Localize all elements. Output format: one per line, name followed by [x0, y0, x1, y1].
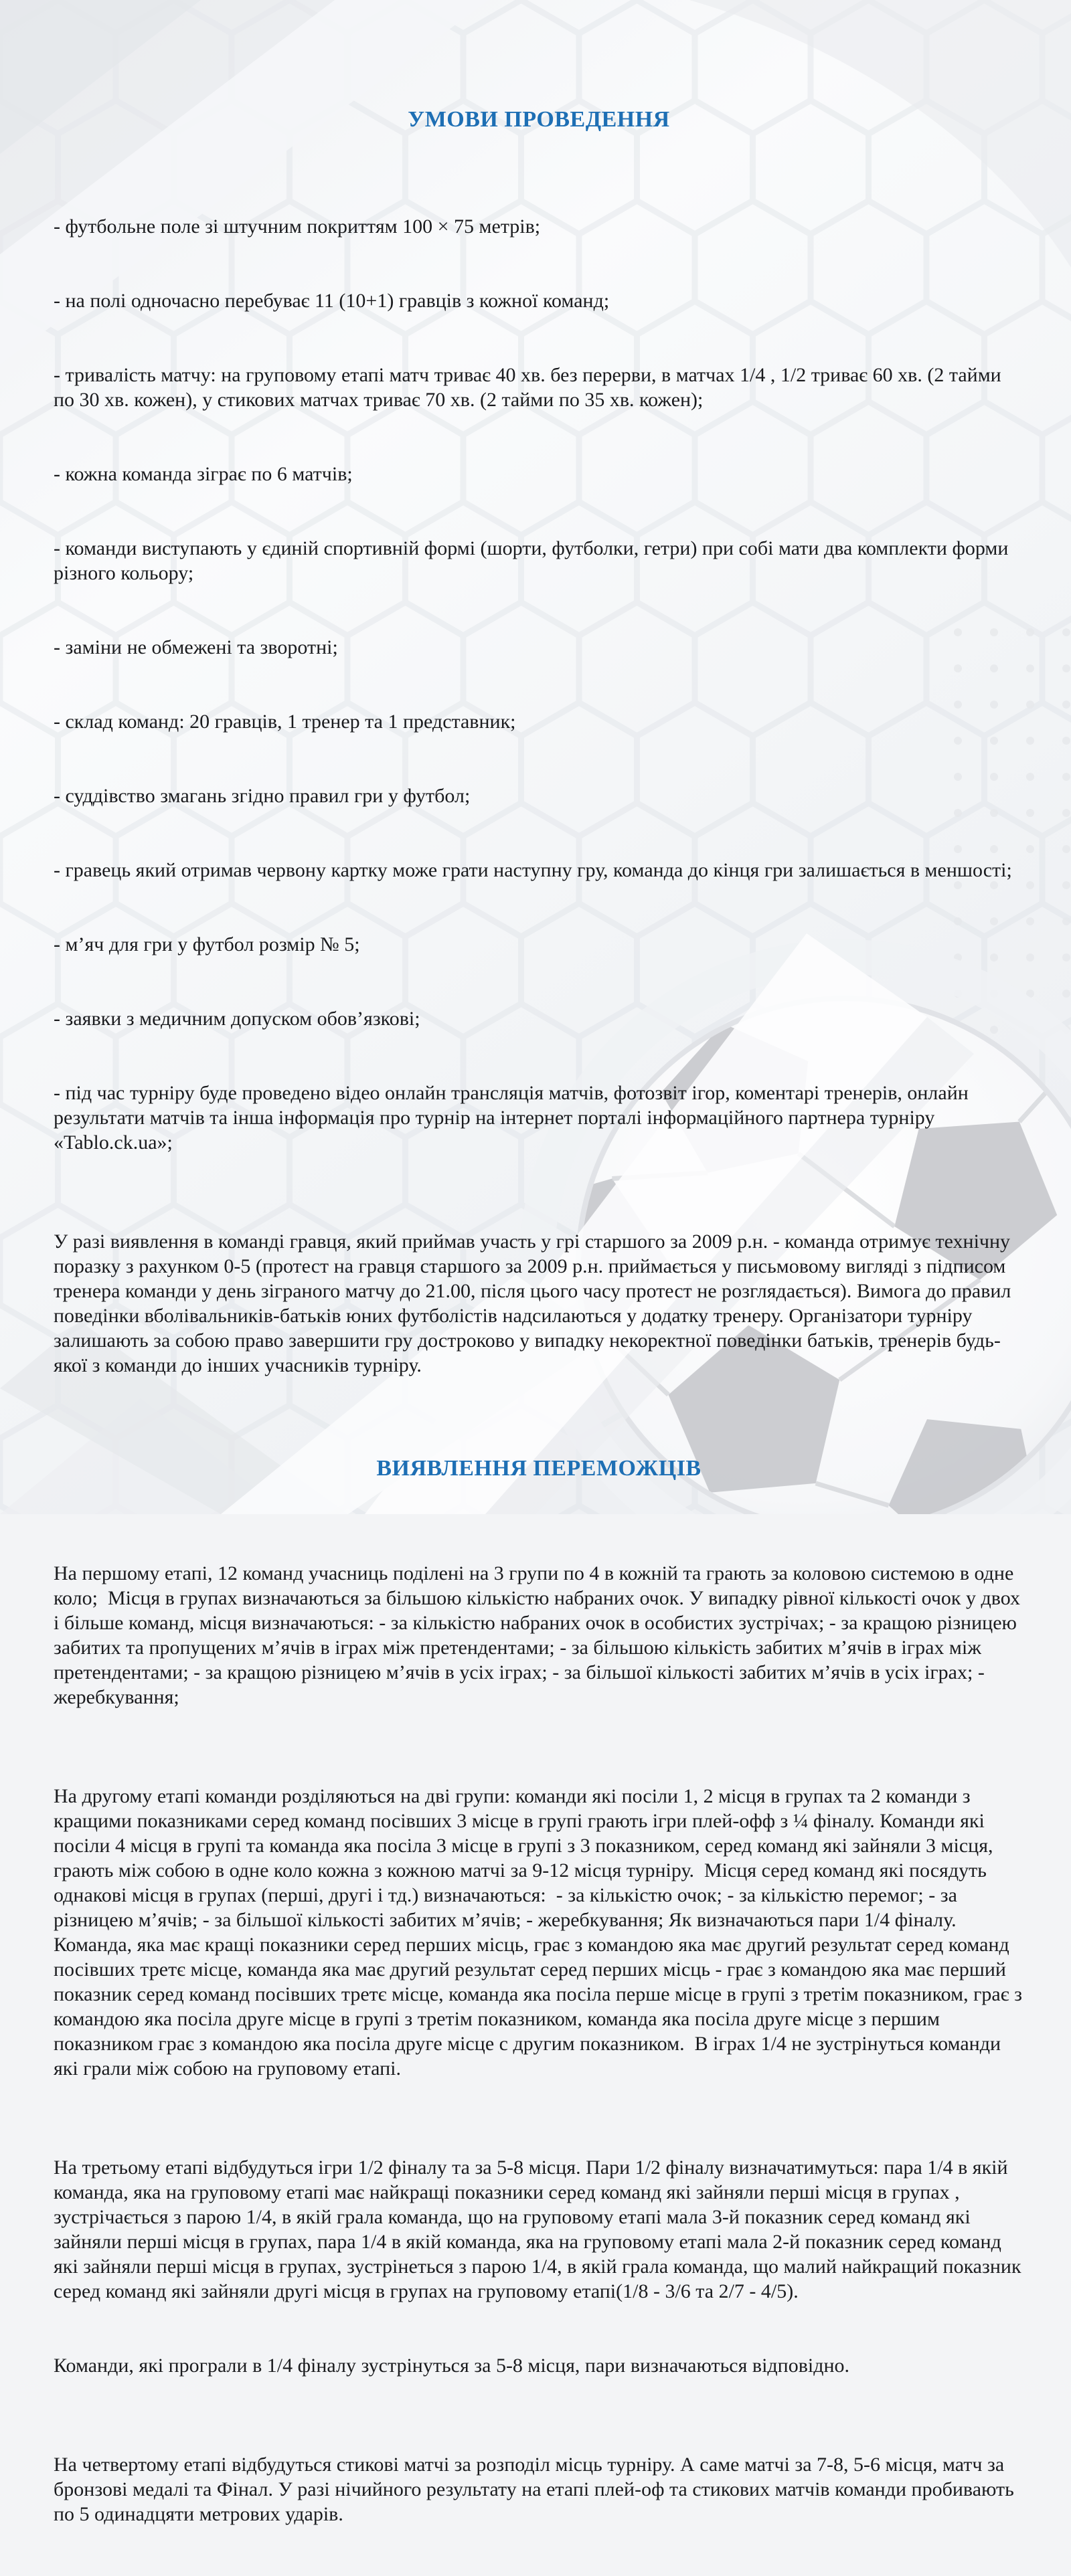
bullet-item: - тривалість матчу: на груповому етапі матч триває 40 хв. без перерви, в матчах 1/4 , 1/2 триває 60 хв. (2 тайми по 30 хв. кожен), у стикових матчах триває 70 хв. (2 тайми по 35 хв. кожен); — [54, 364, 1007, 411]
section-heading-winners: ВИЯВЛЕННЯ ПЕРЕМОЖЦІВ — [376, 1456, 702, 1481]
winners-paragraph-stage4: На четвертому етапі відбудуться стикові матчі за розподіл місць турніру. А саме матчі за 7-8, 5-6 місця, матч за бронзові медалі та Фінал. У разі нічийного результату на етапі плей-оф та стикових матчів команди пробивають по 5 одинадцяти метрових ударів. — [54, 2454, 1019, 2525]
winners-paragraph-stage2: На другому етапі команди розділяються на дві групи: команди які посіли 1, 2 місця в групах та 2 команди з кращими показниками серед команд посівших 3 місце в групі грають ігри плей-офф з ¼ фіналу. Команди які посіли 4 місця в групі та команда яка посіла 3 місце в групі з 3 показником, серед команд які зайняли 3 місця, грають між собою в одне коло кожна з кожною матчі за 9-12 місця турніру. Місця серед команд які посядуть однакові місця в групах (перші, другі і тд.) визначаються: - за кількістю очок; - за кількістю перемог; - за різницею м’ячів; - за більшої кількості забитих м’ячів; - жеребкування; Як визначаються пари 1/4 фіналу. Команда, яка має кращі показники серед перших місць, грає з командою яка має другий результат серед команд посівших третє місце, команда яка має другий результат серед перших місць - грає з командою яка має перший показник серед команд посівших третє місце, команда яка посіла перше місце в групі з третім показником, грає з командою яка посіла друге місце в групі з третім показником, команда яка посіла друге місце з першим показником грає з командою яка посіла друге місце с другим показником. В іграх 1/4 не зустрінуться команди які грали між собою на груповому етапі. — [54, 1785, 1027, 2080]
bullet-item: - команди виступають у єдиній спортивній формі (шорти, футболки, гетри) при собі мати два комплекти форми різного кольору; — [54, 537, 1013, 584]
bullet-item: - гравець який отримав червону картку може грати наступну гру, команда до кінця гри залишається в меншості; — [54, 859, 1012, 881]
winners-paragraph-stage3: На третьому етапі відбудуться ігри 1/2 фіналу та за 5-8 місця. Пари 1/2 фіналу визначатимуться: пара 1/4 в якій команда, яка на груповому етапі має найкращі показники серед команд які зайняли перші місця в групах , зустрічається з парою 1/4, в якій грала команда, що на груповому етапі мала 3-й показник серед команд які зайняли перші місця в групах, пара 1/4 в якій команда, яка на груповому етапі мала 2-й показник серед команд які зайняли перші місця в групах, зустрінеться з парою 1/4, в якій грала команда, що малий найкращий показник серед команд які зайняли другі місця в групах на груповому етапі(1/8 - 3/6 та 2/7 - 4/5). — [54, 2156, 1027, 2302]
bullet-item: - під час турніру буде проведено відео онлайн трансляція матчів, фотозвіт ігор, коментарі тренерів, онлайн результати матчів та інша інформація про турнір на інтернет порталі інформаційного партнера турніру «Tablo.ck.ua»; — [54, 1082, 974, 1154]
bullet-item: - заміни не обмежені та зворотні; — [54, 636, 338, 658]
winners-paragraph-stage1: На першому етапі, 12 команд учасниць поділені на 3 групи по 4 в кожній та грають за коловою системою в одне коло; Місця в групах визначаються за більшою кількістю набраних очок. У випадку рівної кількості очок у двох і більше команд, місця визначаються: - за кількістю набраних очок в особистих зустрічах; - за кращою різницею забитих та пропущених м’ячів в іграх між претендентами; - за більшою кількість забитих м’ячів в іграх між претендентами; - за кращою різницею м’ячів в усіх іграх; - за більшої кількості забитих м’ячів в усіх іграх; - жеребкування; — [54, 1562, 1025, 1708]
bullet-item: - футбольне поле зі штучним покриттям 100 × 75 метрів; — [54, 215, 541, 238]
bullet-item: - на полі одночасно перебуває 11 (10+1) гравців з кожної команд; — [54, 290, 610, 312]
bullet-item: - кожна команда зіграє по 6 матчів; — [54, 463, 353, 485]
bullet-item: - м’яч для гри у футбол розмір № 5; — [54, 933, 360, 955]
bullet-item: - склад команд: 20 гравців, 1 тренер та 1 представник; — [54, 711, 516, 733]
section-heading-conditions: УМОВИ ПРОВЕДЕННЯ — [408, 107, 670, 132]
bullet-item: - суддівство змагань згідно правил гри у футбол; — [54, 785, 471, 807]
winners-paragraph-stage3-note: Команди, які програли в 1/4 фіналу зустрінуться за 5-8 місця, пари визначаються відповідно. — [54, 2355, 850, 2377]
document-body — [54, 31, 1027, 2576]
closing-paragraph: У разі виявлення в команді гравця, який приймав участь у грі старшого за 2009 р.н. - команда отримує технічну поразку з рахунком 0-5 (протест на гравця старшого за 2009 р.н. приймається у письмовому вигляді з підписом тренера команди у день зіграного матчу до 21.00, після цього часу протест не розглядається). Вимога до правил поведінки вболівальників-батьків юних футболістів надсилаються у додатку тренеру. Організатори турніру залишають за собою право завершити гру достроково у випадку некоректної поведінки батьків, тренерів будь-якої з команди до інших учасників турніру. — [54, 1230, 1016, 1376]
bullet-item: - заявки з медичним допуском обов’язкові; — [54, 1008, 420, 1030]
